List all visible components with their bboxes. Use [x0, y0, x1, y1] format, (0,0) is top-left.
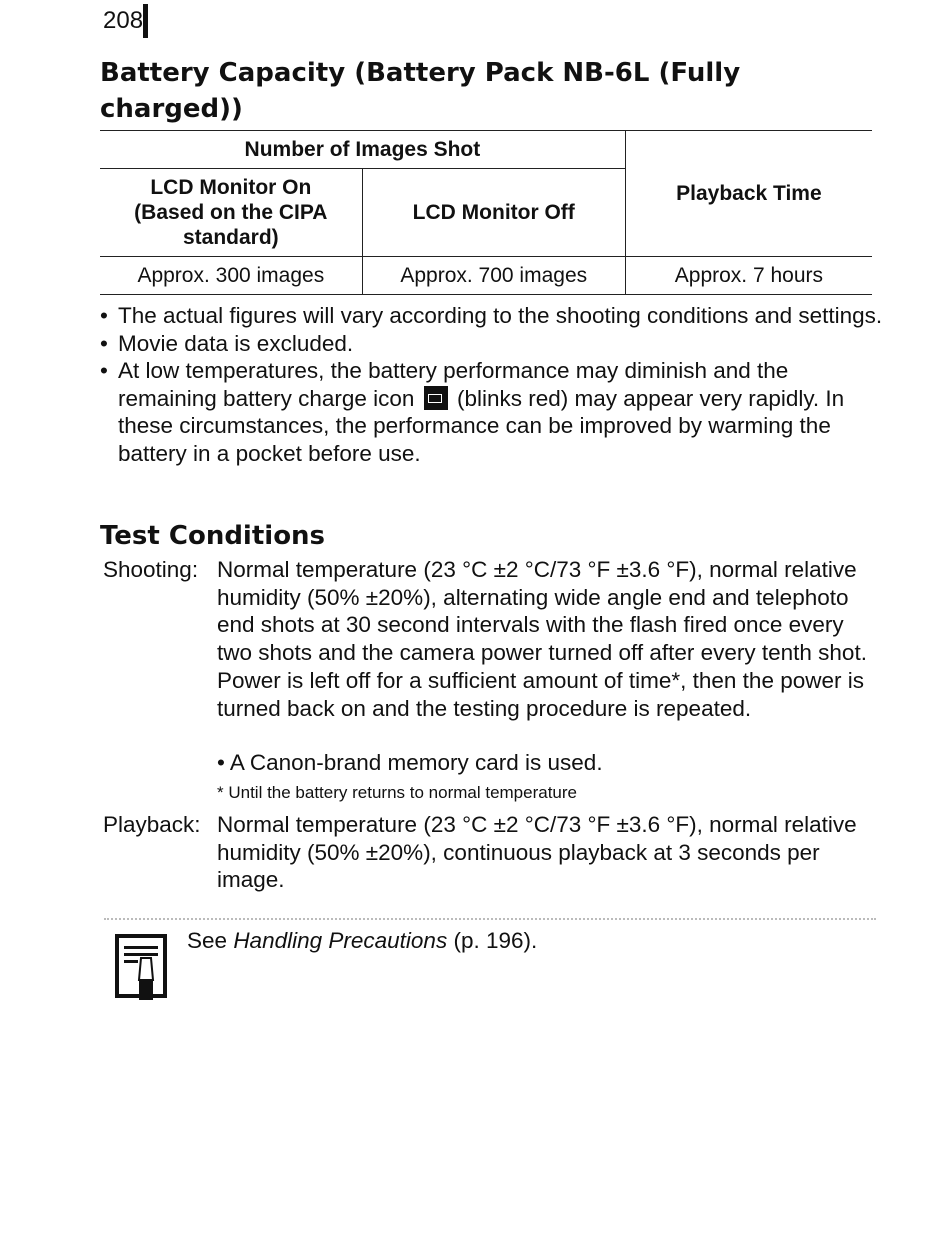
- footnote: * Until the battery returns to normal temperature: [217, 783, 577, 802]
- cell-lcd-on: Approx. 300 images: [100, 257, 362, 295]
- cell-playback: Approx. 7 hours: [674, 263, 824, 287]
- bullet: •: [100, 330, 108, 356]
- section-title: Battery Capacity (Battery Pack NB-6L (Fully charged)): [100, 58, 741, 124]
- note-text: (blinks red) may appear very rapidly. In these circumstances, the performance can be improved by warming the battery in a pocket before use.: [118, 385, 845, 466]
- page-number-bar: [143, 4, 148, 38]
- list-item: [100, 330, 890, 358]
- see-reference: [187, 927, 537, 955]
- note-text: The actual figures will vary according to the shooting conditions and settings.: [118, 303, 883, 328]
- shooting-label: Shooting:: [103, 557, 199, 582]
- test-conditions-heading: Test Conditions: [100, 521, 326, 551]
- page-reference: (p. 196).: [453, 928, 538, 953]
- playback-label: Playback:: [103, 812, 201, 837]
- battery-charge-icon: [424, 386, 448, 410]
- header-lcd-on: LCD Monitor On (Based on the CIPA standard): [100, 169, 362, 257]
- divider: [104, 918, 876, 920]
- note-text: Movie data is excluded.: [118, 330, 354, 356]
- list-item: [217, 749, 603, 777]
- header-lcd-off: LCD Monitor Off: [362, 169, 625, 257]
- header-playback-time: Playback Time: [625, 131, 872, 257]
- list-item: [100, 302, 890, 330]
- list-item: [100, 357, 890, 467]
- playback-text: Normal temperature (23 °C ±2 °C/73 °F ±3.6 °F), normal relative humidity (50% ±20%), continuous playback at 3 seconds per image.: [217, 812, 857, 893]
- bullet: •: [100, 358, 108, 383]
- bullet: •: [217, 750, 230, 775]
- bullet: •: [100, 303, 108, 328]
- notes-list: [100, 302, 890, 467]
- see-text: See: [187, 928, 228, 953]
- page-number: 208: [103, 7, 144, 34]
- shooting-text: Normal temperature (23 °C ±2 °C/73 °F ±3.6 °F), normal relative humidity (50% ±20%), alternating wide angle end and telephoto end shots at 30 second intervals with the flash fired once every two shots and the camera power turned off after every tenth shot. Power is left off for a sufficient amount of time*, then the power is turned back on and the testing procedure is repeated.: [217, 557, 867, 721]
- memo-icon: [115, 932, 167, 1002]
- cell-lcd-off: Approx. 700 images: [362, 257, 625, 295]
- header-number-of-images: Number of Images Shot: [100, 131, 625, 169]
- shooting-bullet-text: A Canon-brand memory card is used.: [229, 750, 603, 775]
- note-text: At low temperatures, the battery performance may diminish and the remaining battery charge icon: [118, 358, 789, 411]
- battery-capacity-table: [100, 130, 872, 295]
- handling-precautions-link[interactable]: Handling Precautions: [233, 928, 448, 953]
